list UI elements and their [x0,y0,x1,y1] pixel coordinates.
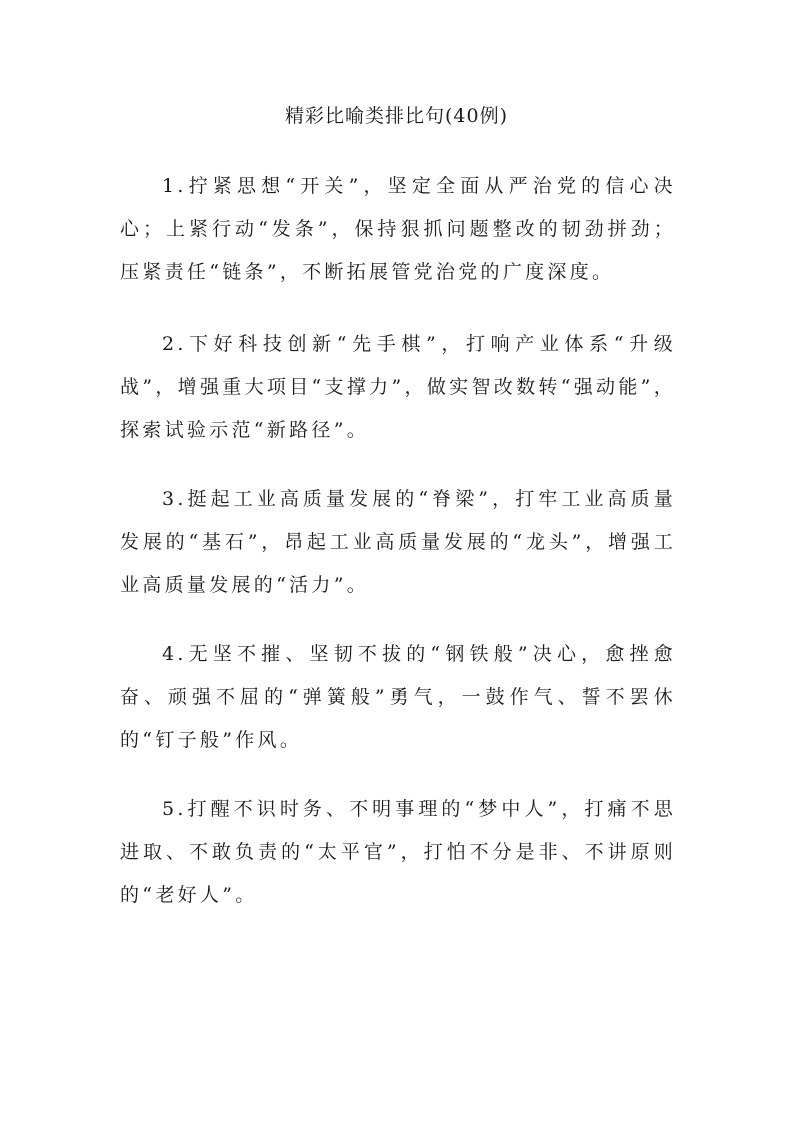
paragraph-1: 1.拧紧思想“开关”，坚定全面从严治党的信心决心；上紧行动“发条”，保持狠抓问题整改的韧劲拼劲；压紧责任“链条”，不断拓展管党治党的广度深度。 [120,175,676,283]
paragraph-3: 3.挺起工业高质量发展的“脊梁”，打牢工业高质量发展的“基石”，昂起工业高质量发展的“龙头”，增强工业高质量发展的“活力”。 [120,488,676,596]
paragraph-4: 4.无坚不摧、坚韧不拔的“钢铁般”决心，愈挫愈奋、顽强不屈的“弹簧般”勇气，一鼓作气、誓不罢休的“钉子般”作风。 [120,643,676,751]
paragraph-2: 2.下好科技创新“先手棋”，打响产业体系“升级战”，增强重大项目“支撑力”，做实智改数转“强动能”，探索试验示范“新路径”。 [120,333,676,441]
paragraph-5: 5.打醒不识时务、不明事理的“梦中人”，打痛不思进取、不敢负责的“太平官”，打怕不分是非、不讲原则的“老好人”。 [120,798,676,906]
document-title: 精彩比喻类排比句(40例) [284,105,508,127]
